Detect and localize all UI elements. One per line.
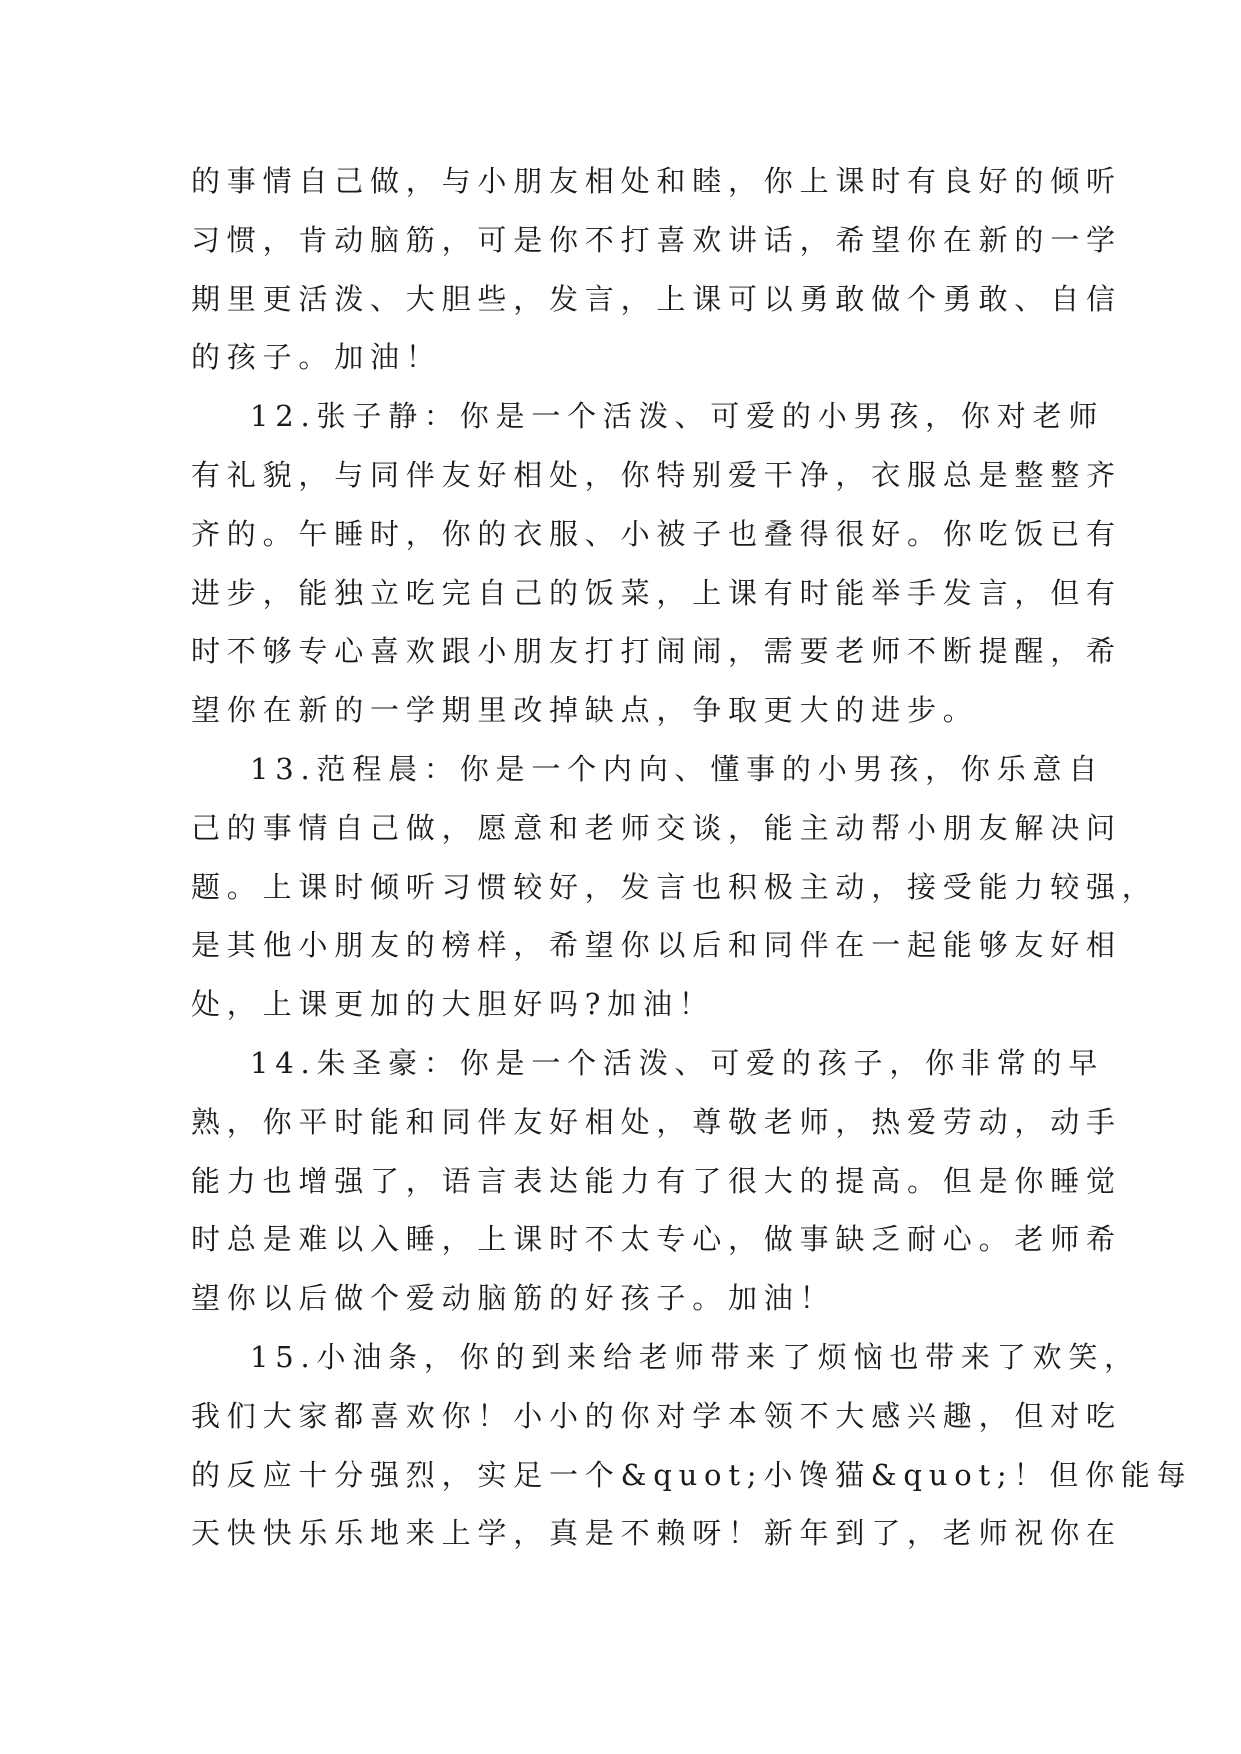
text-line: 己的事情自己做，愿意和老师交谈，能主动帮小朋友解决问 <box>191 810 1122 845</box>
text-line: 熟，你平时能和同伴友好相处，尊敬老师，热爱劳动，动手 <box>191 1104 1122 1139</box>
text-line: 有礼貌，与同伴友好相处，你特别爱干净，衣服总是整整齐 <box>191 457 1122 492</box>
text-line: 题。上课时倾听习惯较好，发言也积极主动，接受能力较强， <box>191 869 1158 904</box>
text-line: 能力也增强了，语言表达能力有了很大的提高。但是你睡觉 <box>191 1163 1122 1198</box>
paragraph-first-line: 13.范程晨：你是一个内向、懂事的小男孩，你乐意自 <box>250 751 1105 786</box>
paragraph-first-line: 12.张子静：你是一个活泼、可爱的小男孩，你对老师 <box>250 399 1105 434</box>
text-line: 期里更活泼、大胆些，发言，上课可以勇敢做个勇敢、自信 <box>191 281 1122 316</box>
text-line: 习惯，肯动脑筋，可是你不打喜欢讲话，希望你在新的一学 <box>191 222 1122 257</box>
text-line: 进步，能独立吃完自己的饭菜，上课有时能举手发言，但有 <box>191 575 1122 610</box>
text-line: 的反应十分强烈，实足一个&quot;小馋猫&quot;！但你能每 <box>191 1457 1193 1492</box>
paragraph-first-line: 14.朱圣豪：你是一个活泼、可爱的孩子，你非常的早 <box>250 1045 1105 1080</box>
text-line: 的孩子。加油！ <box>191 340 442 375</box>
text-line: 是其他小朋友的榜样，希望你以后和同伴在一起能够友好相 <box>191 928 1122 963</box>
text-line: 的事情自己做，与小朋友相处和睦，你上课时有良好的倾听 <box>191 164 1122 198</box>
text-line: 时不够专心喜欢跟小朋友打打闹闹，需要老师不断提醒，希 <box>191 634 1122 669</box>
text-line: 时总是难以入睡，上课时不太专心，做事缺乏耐心。老师希 <box>191 1222 1122 1257</box>
text-line: 天快快乐乐地来上学，真是不赖呀！新年到了，老师祝你在 <box>191 1516 1122 1551</box>
text-line: 望你在新的一学期里改掉缺点，争取更大的进步。 <box>191 693 979 728</box>
text-line: 处，上课更加的大胆好吗?加油！ <box>191 987 715 1022</box>
document-body <box>191 152 1193 1563</box>
text-line: 齐的。午睡时，你的衣服、小被子也叠得很好。你吃饭已有 <box>191 516 1122 551</box>
text-line: 望你以后做个爱动脑筋的好孩子。加油！ <box>191 1281 836 1316</box>
text-line: 我们大家都喜欢你！小小的你对学本领不大感兴趣，但对吃 <box>191 1398 1122 1433</box>
paragraph-first-line: 15.小油条，你的到来给老师带来了烦恼也带来了欢笑， <box>250 1339 1140 1374</box>
